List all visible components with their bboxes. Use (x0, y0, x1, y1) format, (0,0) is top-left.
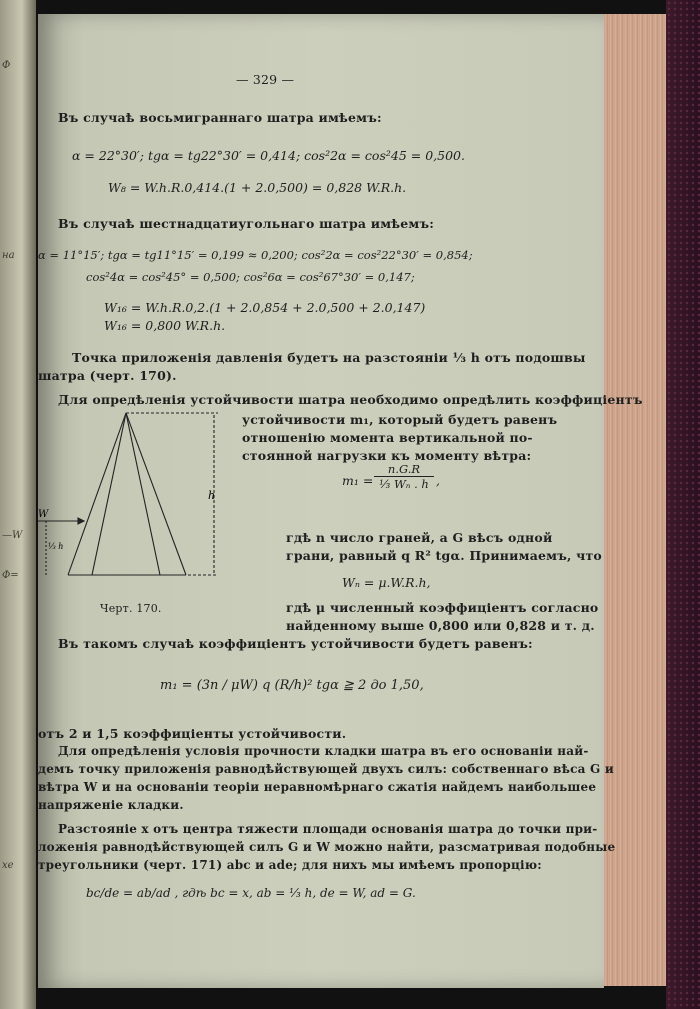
paragraph-case: Въ такомъ случаѣ коэффиціентъ устойчивости будетъ равенъ: (58, 636, 533, 651)
page-number: — 329 — (236, 72, 295, 87)
formula-m1-numerator: n.G.R (374, 462, 434, 477)
paragraph-stability-line3: отношенію момента вертикальной по- (242, 430, 533, 445)
formula-octagon-w8: W₈ = W.h.R.0,414.(1 + 2.0,500) = 0,828 W.R.h. (108, 180, 407, 195)
figure-label-h: h (208, 489, 216, 502)
left-page-edge (0, 0, 36, 1009)
formula-hex-w16-result: W₁₆ = 0,800 W.R.h. (104, 318, 226, 333)
formula-wn: Wₙ = μ.W.R.h, (342, 575, 431, 590)
intro-octagon: Въ случаѣ восьмиграннаго шатра имѣемъ: (58, 110, 382, 125)
left-margin-fragment: хе (2, 860, 14, 871)
paragraph-base-line2: демъ точку приложенія равнодѣйствующей двухъ силъ: собственнаго вѣса G и (38, 762, 614, 776)
formula-proportion: bc/de = ab/ad , гдѣ bc = x, ab = ⅓ h, de = W, ad = G. (86, 886, 416, 900)
pyramid-edge-right (126, 413, 186, 575)
paragraph-base-line4: напряженіе кладки. (38, 798, 184, 812)
paragraph-mu-line2: найденному выше 0,800 или 0,828 и т. д. (286, 618, 595, 633)
formula-m1-stability: m₁ = (3n / μW) q (R/h)² tgα ≧ 2 до 1,50, (160, 678, 424, 693)
formula-octagon-angles: α = 22°30′; tgα = tg22°30′ = 0,414; cos²2α = cos²45 = 0,500. (72, 148, 465, 163)
paragraph-stability-line2: устойчивости m₁, который будетъ равенъ (242, 412, 558, 427)
formula-m1-left: m₁ = (342, 473, 374, 488)
left-margin-fragment: на (2, 250, 15, 261)
book-cover (666, 0, 700, 1009)
figure-caption: Черт. 170. (100, 602, 162, 615)
paragraph-point-line2: шатра (черт. 170). (38, 368, 177, 383)
paragraph-coefficients: отъ 2 и 1,5 коэффиціенты устойчивости. (38, 726, 347, 741)
paragraph-point-line1: Точка приложенія давленія будетъ на разстояніи ¹⁄₃ h отъ подошвы (72, 350, 586, 365)
left-margin-fragment: —W (2, 530, 23, 541)
paragraph-faces-line2: грани, равный q R² tgα. Принимаемъ, что (286, 548, 602, 563)
formula-m1-fraction (374, 462, 434, 491)
paragraph-faces-line1: гдѣ n число граней, а G вѣсъ одной (286, 530, 553, 545)
left-margin-fragment: Ф (2, 60, 11, 71)
paragraph-distance-line2: ложенія равнодѣйствующей силъ G и W можно найти, разсматривая подобные (38, 840, 616, 854)
formula-m1-comma: , (436, 473, 440, 488)
paragraph-base-line3: вѣтра W и на основаніи теоріи неравномѣрнаго сжатія найдемъ наибольшее (38, 780, 597, 794)
formula-hex-w16: W₁₆ = W.h.R.0,2.(1 + 2.0,854 + 2.0,500 + 2.0,147) (104, 300, 426, 315)
formula-m1-denominator: ⅓ Wₙ . h (379, 477, 429, 491)
figure-170-pyramid (38, 409, 238, 609)
formula-hex-angles-1: α = 11°15′; tgα = tg11°15′ = 0,199 ≈ 0,200; cos²2α = cos²22°30′ = 0,854; (38, 248, 473, 262)
paragraph-distance-line3: треугольники (черт. 171) abc и ade; для нихъ мы имѣемъ пропорцію: (38, 858, 542, 872)
intro-hexadecagon: Въ случаѣ шестнадцатиугольнаго шатра имѣемъ: (58, 216, 435, 231)
paragraph-stability-line1: Для опредѣленія устойчивости шатра необходимо опредѣлить коэффиціентъ (58, 392, 643, 407)
book-page (38, 14, 643, 988)
figure-label-third-h: ⅓ h (48, 542, 64, 551)
figure-label-w: W (38, 509, 49, 520)
pyramid-edge-inner-right (126, 413, 160, 575)
formula-hex-angles-2: cos²4α = cos²45° = 0,500; cos²6α = cos²67°30′ = 0,147; (86, 270, 415, 284)
paragraph-stability-line4: стоянной нагрузки къ моменту вѣтра: (242, 448, 532, 463)
paragraph-distance-line1: Разстояніе x отъ центра тяжести площади основанія шатра до точки при- (58, 822, 598, 836)
wind-arrow-head (78, 518, 84, 524)
paragraph-base-line1: Для опредѣленія условія прочности кладки шатра въ его основаніи най- (58, 744, 589, 758)
paragraph-mu-line1: гдѣ μ численный коэффиціентъ согласно (286, 600, 599, 615)
left-margin-fragment: Ф= (2, 570, 19, 581)
